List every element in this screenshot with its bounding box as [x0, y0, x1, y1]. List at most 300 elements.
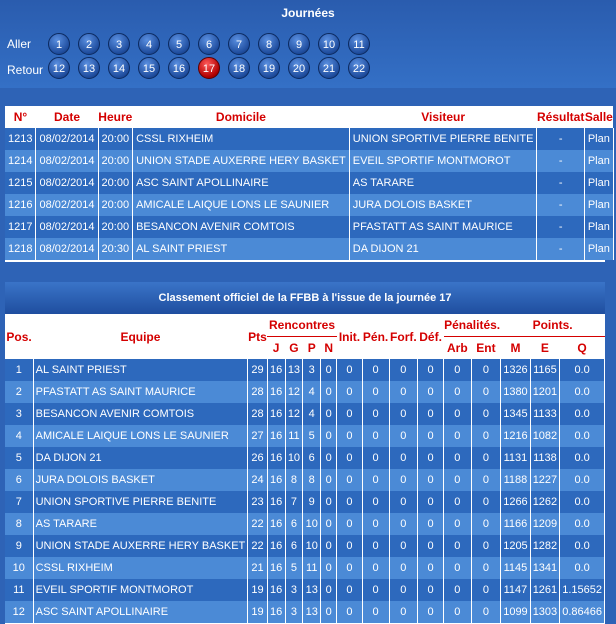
match-date-cell: 08/02/2014	[36, 238, 98, 260]
col-p: P	[303, 337, 321, 360]
standings-forf-cell: 0	[389, 601, 418, 623]
standings-pos-cell: 2	[5, 381, 33, 403]
standings-ent-cell: 0	[471, 535, 501, 557]
standings-equipe-cell: CSSL RIXHEIM	[33, 557, 248, 579]
match-row	[5, 172, 613, 194]
match-visiteur-cell: EVEIL SPORTIF MONTMOROT	[349, 150, 537, 172]
standings-equipe-cell: JURA DOLOIS BASKET	[33, 469, 248, 491]
col-equipe: Equipe	[33, 314, 248, 359]
standings-p-cell: 11	[303, 557, 321, 579]
group-points: Points.	[501, 314, 605, 337]
round-15-button[interactable]: 15	[138, 57, 160, 79]
standings-equipe-cell: UNION STADE AUXERRE HERY BASKET	[33, 535, 248, 557]
match-visiteur-cell: UNION SPORTIVE PIERRE BENITE	[349, 128, 537, 150]
standings-e-cell: 1227	[530, 469, 559, 491]
col-pts: Pts	[248, 314, 267, 359]
standings-pos-cell: 5	[5, 447, 33, 469]
match-num-cell: 1214	[5, 150, 36, 172]
standings-forf-cell: 0	[389, 557, 418, 579]
standings-pen-cell: 0	[362, 535, 389, 557]
standings-q-cell: 0.0	[560, 535, 605, 557]
round-4-button[interactable]: 4	[138, 33, 160, 55]
standings-pts-cell: 19	[248, 579, 267, 601]
standings-j-cell: 16	[267, 469, 285, 491]
standings-forf-cell: 0	[389, 579, 418, 601]
standings-q-cell: 1.15652	[560, 579, 605, 601]
standings-pts-cell: 28	[248, 381, 267, 403]
standings-m-cell: 1266	[501, 491, 530, 513]
standings-p-cell: 9	[303, 491, 321, 513]
standings-g-cell: 7	[285, 491, 303, 513]
match-date-cell: 08/02/2014	[36, 172, 98, 194]
standings-g-cell: 3	[285, 601, 303, 623]
standings-p-cell: 3	[303, 359, 321, 381]
standings-pen-cell: 0	[362, 469, 389, 491]
standings-m-cell: 1205	[501, 535, 530, 557]
standings-arb-cell: 0	[444, 513, 472, 535]
col-j: J	[267, 337, 285, 360]
standings-p-cell: 10	[303, 513, 321, 535]
standings-init-cell: 0	[337, 579, 362, 601]
standings-pen-cell: 0	[362, 447, 389, 469]
standings-j-cell: 16	[267, 579, 285, 601]
standings-p-cell: 6	[303, 447, 321, 469]
standings-m-cell: 1145	[501, 557, 530, 579]
standings-ent-cell: 0	[471, 403, 501, 425]
match-row	[5, 238, 613, 260]
standings-j-cell: 16	[267, 513, 285, 535]
standings-ent-cell: 0	[471, 579, 501, 601]
standings-init-cell: 0	[337, 513, 362, 535]
standings-p-cell: 10	[303, 535, 321, 557]
standings-forf-cell: 0	[389, 403, 418, 425]
standings-g-cell: 6	[285, 513, 303, 535]
col-q: Q	[560, 337, 605, 360]
standings-g-cell: 8	[285, 469, 303, 491]
col-pos: Pos.	[5, 314, 33, 359]
match-heure-cell: 20:30	[98, 238, 133, 260]
match-salle-cell[interactable]: Plan	[584, 150, 613, 172]
standings-n-cell: 0	[321, 513, 337, 535]
standings-equipe-cell: AMICALE LAIQUE LONS LE SAUNIER	[33, 425, 248, 447]
standings-init-cell: 0	[337, 403, 362, 425]
standings-row	[5, 601, 605, 623]
col-init: Init.	[337, 314, 362, 359]
match-visiteur-cell: JURA DOLOIS BASKET	[349, 194, 537, 216]
match-domicile-cell: ASC SAINT APOLLINAIRE	[133, 172, 350, 194]
standings-forf-cell: 0	[389, 425, 418, 447]
match-date-cell: 08/02/2014	[36, 128, 98, 150]
standings-equipe-cell: DA DIJON 21	[33, 447, 248, 469]
standings-row	[5, 359, 605, 381]
standings-ent-cell: 0	[471, 469, 501, 491]
round-9-button[interactable]: 9	[288, 33, 310, 55]
standings-arb-cell: 0	[444, 381, 472, 403]
match-salle-cell[interactable]: Plan	[584, 238, 613, 260]
match-heure-cell: 20:00	[98, 172, 133, 194]
standings-pos-cell: 1	[5, 359, 33, 381]
standings-g-cell: 12	[285, 403, 303, 425]
standings-p-cell: 8	[303, 469, 321, 491]
standings-e-cell: 1303	[530, 601, 559, 623]
standings-init-cell: 0	[337, 425, 362, 447]
standings-pts-cell: 24	[248, 469, 267, 491]
standings-m-cell: 1326	[501, 359, 530, 381]
match-row	[5, 216, 613, 238]
standings-forf-cell: 0	[389, 513, 418, 535]
round-7-button[interactable]: 7	[228, 33, 250, 55]
col-salle: Salle	[584, 106, 613, 128]
standings-e-cell: 1138	[530, 447, 559, 469]
standings-q-cell: 0.0	[560, 425, 605, 447]
standings-g-cell: 6	[285, 535, 303, 557]
standings-def-cell: 0	[418, 513, 444, 535]
match-resultat-cell: -	[537, 150, 584, 172]
match-resultat-cell: -	[537, 172, 584, 194]
standings-row	[5, 579, 605, 601]
standings-n-cell: 0	[321, 491, 337, 513]
standings-ent-cell: 0	[471, 425, 501, 447]
standings-j-cell: 16	[267, 535, 285, 557]
standings-m-cell: 1099	[501, 601, 530, 623]
standings-pos-cell: 11	[5, 579, 33, 601]
standings-def-cell: 0	[418, 469, 444, 491]
col-domicile: Domicile	[133, 106, 350, 128]
standings-equipe-cell: UNION SPORTIVE PIERRE BENITE	[33, 491, 248, 513]
standings-ent-cell: 0	[471, 381, 501, 403]
standings-p-cell: 4	[303, 403, 321, 425]
round-8-button[interactable]: 8	[258, 33, 280, 55]
standings-arb-cell: 0	[444, 403, 472, 425]
standings-j-cell: 16	[267, 557, 285, 579]
standings-pos-cell: 4	[5, 425, 33, 447]
standings-m-cell: 1380	[501, 381, 530, 403]
standings-e-cell: 1282	[530, 535, 559, 557]
standings-n-cell: 0	[321, 535, 337, 557]
standings-pen-cell: 0	[362, 403, 389, 425]
standings-init-cell: 0	[337, 359, 362, 381]
standings-arb-cell: 0	[444, 535, 472, 557]
standings-j-cell: 16	[267, 491, 285, 513]
aller-label: Aller	[7, 37, 32, 51]
standings-def-cell: 0	[418, 425, 444, 447]
standings-g-cell: 11	[285, 425, 303, 447]
journees-title: Journées	[281, 6, 335, 20]
round-17-button[interactable]: 17	[198, 57, 220, 79]
standings-row	[5, 513, 605, 535]
standings-arb-cell: 0	[444, 447, 472, 469]
round-10-button[interactable]: 10	[318, 33, 340, 55]
standings-pts-cell: 19	[248, 601, 267, 623]
standings-table	[5, 314, 605, 623]
standings-init-cell: 0	[337, 447, 362, 469]
standings-j-cell: 16	[267, 403, 285, 425]
standings-pts-cell: 28	[248, 403, 267, 425]
standings-row	[5, 557, 605, 579]
standings-q-cell: 0.0	[560, 469, 605, 491]
standings-init-cell: 0	[337, 601, 362, 623]
match-date-cell: 08/02/2014	[36, 194, 98, 216]
standings-n-cell: 0	[321, 469, 337, 491]
standings-forf-cell: 0	[389, 447, 418, 469]
standings-row	[5, 425, 605, 447]
round-14-button[interactable]: 14	[108, 57, 130, 79]
standings-pen-cell: 0	[362, 601, 389, 623]
standings-e-cell: 1133	[530, 403, 559, 425]
match-domicile-cell: AMICALE LAIQUE LONS LE SAUNIER	[133, 194, 350, 216]
col-g: G	[285, 337, 303, 360]
col-ent: Ent	[471, 337, 501, 360]
match-num-cell: 1213	[5, 128, 36, 150]
standings-m-cell: 1345	[501, 403, 530, 425]
matches-panel	[5, 106, 613, 262]
round-22-button[interactable]: 22	[348, 57, 370, 79]
standings-ent-cell: 0	[471, 513, 501, 535]
standings-n-cell: 0	[321, 601, 337, 623]
col-arb: Arb	[444, 337, 472, 360]
standings-pen-cell: 0	[362, 579, 389, 601]
standings-q-cell: 0.86466	[560, 601, 605, 623]
standings-init-cell: 0	[337, 557, 362, 579]
match-num-cell: 1218	[5, 238, 36, 260]
standings-equipe-cell: PFASTATT AS SAINT MAURICE	[33, 381, 248, 403]
round-19-button[interactable]: 19	[258, 57, 280, 79]
standings-init-cell: 0	[337, 381, 362, 403]
standings-def-cell: 0	[418, 491, 444, 513]
round-5-button[interactable]: 5	[168, 33, 190, 55]
standings-equipe-cell: AL SAINT PRIEST	[33, 359, 248, 381]
standings-g-cell: 3	[285, 579, 303, 601]
col-pen: Pén.	[362, 314, 389, 359]
standings-e-cell: 1341	[530, 557, 559, 579]
standings-m-cell: 1216	[501, 425, 530, 447]
standings-row	[5, 403, 605, 425]
match-domicile-cell: BESANCON AVENIR COMTOIS	[133, 216, 350, 238]
standings-def-cell: 0	[418, 381, 444, 403]
standings-j-cell: 16	[267, 381, 285, 403]
standings-g-cell: 5	[285, 557, 303, 579]
standings-g-cell: 13	[285, 359, 303, 381]
round-13-button[interactable]: 13	[78, 57, 100, 79]
round-21-button[interactable]: 21	[318, 57, 340, 79]
round-20-button[interactable]: 20	[288, 57, 310, 79]
standings-n-cell: 0	[321, 381, 337, 403]
match-date-cell: 08/02/2014	[36, 150, 98, 172]
standings-m-cell: 1166	[501, 513, 530, 535]
standings-g-cell: 10	[285, 447, 303, 469]
standings-arb-cell: 0	[444, 579, 472, 601]
standings-q-cell: 0.0	[560, 491, 605, 513]
match-row	[5, 128, 613, 150]
standings-pen-cell: 0	[362, 359, 389, 381]
standings-p-cell: 4	[303, 381, 321, 403]
match-heure-cell: 20:00	[98, 128, 133, 150]
standings-q-cell: 0.0	[560, 359, 605, 381]
standings-j-cell: 16	[267, 425, 285, 447]
standings-row	[5, 447, 605, 469]
round-3-button[interactable]: 3	[108, 33, 130, 55]
col-m: M	[501, 337, 530, 360]
standings-e-cell: 1201	[530, 381, 559, 403]
col-date: Date	[36, 106, 98, 128]
col-e: E	[530, 337, 559, 360]
standings-arb-cell: 0	[444, 359, 472, 381]
standings-n-cell: 0	[321, 403, 337, 425]
match-visiteur-cell: DA DIJON 21	[349, 238, 537, 260]
standings-row	[5, 535, 605, 557]
standings-def-cell: 0	[418, 403, 444, 425]
standings-q-cell: 0.0	[560, 557, 605, 579]
standings-pos-cell: 8	[5, 513, 33, 535]
standings-q-cell: 0.0	[560, 513, 605, 535]
match-heure-cell: 20:00	[98, 216, 133, 238]
standings-ent-cell: 0	[471, 557, 501, 579]
standings-init-cell: 0	[337, 535, 362, 557]
match-resultat-cell: -	[537, 194, 584, 216]
standings-m-cell: 1131	[501, 447, 530, 469]
standings-e-cell: 1209	[530, 513, 559, 535]
standings-p-cell: 5	[303, 425, 321, 447]
match-resultat-cell: -	[537, 128, 584, 150]
round-1-button[interactable]: 1	[48, 33, 70, 55]
col-forf: Forf.	[389, 314, 418, 359]
standings-e-cell: 1261	[530, 579, 559, 601]
standings-forf-cell: 0	[389, 535, 418, 557]
col-heure: Heure	[98, 106, 133, 128]
standings-pen-cell: 0	[362, 513, 389, 535]
match-num-cell: 1217	[5, 216, 36, 238]
standings-j-cell: 16	[267, 359, 285, 381]
standings-pts-cell: 22	[248, 535, 267, 557]
standings-e-cell: 1082	[530, 425, 559, 447]
standings-arb-cell: 0	[444, 491, 472, 513]
standings-arb-cell: 0	[444, 469, 472, 491]
match-visiteur-cell: AS TARARE	[349, 172, 537, 194]
round-18-button[interactable]: 18	[228, 57, 250, 79]
match-resultat-cell: -	[537, 216, 584, 238]
round-2-button[interactable]: 2	[78, 33, 100, 55]
standings-n-cell: 0	[321, 557, 337, 579]
match-domicile-cell: CSSL RIXHEIM	[133, 128, 350, 150]
standings-equipe-cell: AS TARARE	[33, 513, 248, 535]
round-12-button[interactable]: 12	[48, 57, 70, 79]
standings-ent-cell: 0	[471, 601, 501, 623]
col-def: Déf.	[418, 314, 444, 359]
matches-table	[5, 106, 614, 260]
standings-pos-cell: 10	[5, 557, 33, 579]
standings-e-cell: 1262	[530, 491, 559, 513]
standings-n-cell: 0	[321, 425, 337, 447]
standings-n-cell: 0	[321, 359, 337, 381]
col-visiteur: Visiteur	[349, 106, 537, 128]
match-visiteur-cell: PFASTATT AS SAINT MAURICE	[349, 216, 537, 238]
classement-title: Classement officiel de la FFBB à l'issue de la journée 17	[5, 282, 605, 314]
round-6-button[interactable]: 6	[198, 33, 220, 55]
standings-q-cell: 0.0	[560, 403, 605, 425]
col-num: N°	[5, 106, 36, 128]
standings-def-cell: 0	[418, 535, 444, 557]
round-11-button[interactable]: 11	[348, 33, 370, 55]
standings-init-cell: 0	[337, 491, 362, 513]
standings-pos-cell: 6	[5, 469, 33, 491]
standings-ent-cell: 0	[471, 447, 501, 469]
match-heure-cell: 20:00	[98, 194, 133, 216]
standings-pen-cell: 0	[362, 425, 389, 447]
standings-pen-cell: 0	[362, 557, 389, 579]
standings-j-cell: 16	[267, 447, 285, 469]
standings-def-cell: 0	[418, 579, 444, 601]
standings-j-cell: 16	[267, 601, 285, 623]
match-num-cell: 1215	[5, 172, 36, 194]
col-n: N	[321, 337, 337, 360]
standings-pts-cell: 23	[248, 491, 267, 513]
match-salle-cell[interactable]: Plan	[584, 194, 613, 216]
match-resultat-cell: -	[537, 238, 584, 260]
standings-arb-cell: 0	[444, 425, 472, 447]
standings-m-cell: 1147	[501, 579, 530, 601]
retour-label: Retour	[7, 63, 44, 77]
standings-ent-cell: 0	[471, 491, 501, 513]
standings-pts-cell: 22	[248, 513, 267, 535]
standings-pen-cell: 0	[362, 381, 389, 403]
standings-e-cell: 1165	[530, 359, 559, 381]
match-salle-cell[interactable]: Plan	[584, 216, 613, 238]
standings-def-cell: 0	[418, 601, 444, 623]
standings-pen-cell: 0	[362, 491, 389, 513]
standings-n-cell: 0	[321, 447, 337, 469]
standings-def-cell: 0	[418, 359, 444, 381]
standings-forf-cell: 0	[389, 359, 418, 381]
journees-panel	[0, 0, 616, 88]
standings-q-cell: 0.0	[560, 381, 605, 403]
col-resultat: Résultat	[537, 106, 584, 128]
standings-row	[5, 469, 605, 491]
standings-pos-cell: 7	[5, 491, 33, 513]
standings-pts-cell: 27	[248, 425, 267, 447]
standings-pos-cell: 9	[5, 535, 33, 557]
match-date-cell: 08/02/2014	[36, 216, 98, 238]
match-row	[5, 194, 613, 216]
group-penalites: Pénalités.	[444, 314, 501, 337]
match-domicile-cell: UNION STADE AUXERRE HERY BASKET	[133, 150, 350, 172]
standings-pos-cell: 12	[5, 601, 33, 623]
match-heure-cell: 20:00	[98, 150, 133, 172]
standings-equipe-cell: EVEIL SPORTIF MONTMOROT	[33, 579, 248, 601]
standings-forf-cell: 0	[389, 469, 418, 491]
standings-pos-cell: 3	[5, 403, 33, 425]
round-16-button[interactable]: 16	[168, 57, 190, 79]
standings-row	[5, 491, 605, 513]
standings-row	[5, 381, 605, 403]
standings-arb-cell: 0	[444, 557, 472, 579]
standings-ent-cell: 0	[471, 359, 501, 381]
standings-def-cell: 0	[418, 447, 444, 469]
standings-p-cell: 13	[303, 579, 321, 601]
standings-n-cell: 0	[321, 579, 337, 601]
standings-q-cell: 0.0	[560, 447, 605, 469]
standings-forf-cell: 0	[389, 491, 418, 513]
match-salle-cell[interactable]: Plan	[584, 128, 613, 150]
match-salle-cell[interactable]: Plan	[584, 172, 613, 194]
standings-init-cell: 0	[337, 469, 362, 491]
standings-pts-cell: 29	[248, 359, 267, 381]
standings-g-cell: 12	[285, 381, 303, 403]
match-domicile-cell: AL SAINT PRIEST	[133, 238, 350, 260]
standings-p-cell: 13	[303, 601, 321, 623]
standings-arb-cell: 0	[444, 601, 472, 623]
standings-panel	[5, 314, 605, 624]
standings-pts-cell: 26	[248, 447, 267, 469]
